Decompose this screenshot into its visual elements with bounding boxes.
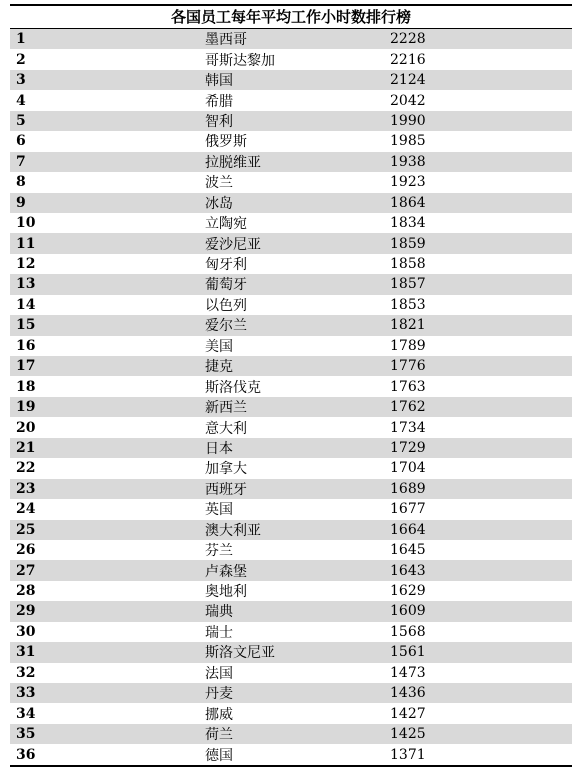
country-cell: 希腊 [205,93,233,110]
rank-cell: 31 [16,644,36,661]
rank-cell: 19 [16,399,36,416]
country-cell: 冰岛 [205,195,233,212]
rank-cell: 25 [16,521,36,538]
country-cell: 葡萄牙 [205,277,247,294]
country-cell: 以色列 [205,297,247,314]
country-cell: 立陶宛 [205,216,247,233]
hours-cell: 1734 [390,419,426,436]
rank-cell: 22 [16,460,36,477]
rank-cell: 15 [16,317,36,334]
table-row [10,90,572,110]
rank-cell: 29 [16,603,36,620]
hours-cell: 1985 [390,133,426,150]
table-row [10,213,572,233]
hours-cell: 1821 [390,317,426,334]
rank-cell: 4 [16,92,26,109]
rank-cell: 16 [16,337,36,354]
table-body [10,29,572,765]
table-row [10,315,572,335]
country-cell: 澳大利亚 [205,522,261,539]
country-cell: 爱沙尼亚 [205,236,261,253]
rank-cell: 35 [16,726,36,743]
hours-cell: 1371 [390,746,426,763]
country-cell: 捷克 [205,359,233,376]
table-row [10,520,572,540]
rank-cell: 33 [16,685,36,702]
rank-cell: 11 [16,235,36,252]
table-row [10,376,572,396]
table-row [10,540,572,560]
country-cell: 西班牙 [205,481,247,498]
country-cell: 加拿大 [205,461,247,478]
table-row [10,663,572,683]
table-row [10,336,572,356]
hours-cell: 1425 [390,726,426,743]
table-row [10,233,572,253]
table-row [10,479,572,499]
hours-cell: 1473 [390,664,426,681]
table-row [10,295,572,315]
table-bottom-rule [10,765,572,767]
country-cell: 奥地利 [205,584,247,601]
table-row [10,111,572,131]
rank-cell: 32 [16,664,36,681]
rank-cell: 28 [16,583,36,600]
rank-cell: 17 [16,358,36,375]
country-cell: 拉脱维亚 [205,154,261,171]
hours-cell: 1427 [390,705,426,722]
country-cell: 法国 [205,665,233,682]
table-row [10,438,572,458]
country-cell: 斯洛伐克 [205,379,261,396]
rank-cell: 20 [16,419,36,436]
hours-cell: 1853 [390,296,426,313]
rank-cell: 18 [16,378,36,395]
table-row [10,458,572,478]
table-row [10,601,572,621]
table-row [10,254,572,274]
hours-cell: 1677 [390,501,426,518]
hours-cell: 1763 [390,378,426,395]
rank-cell: 5 [16,112,26,129]
hours-cell: 1729 [390,439,426,456]
table-row [10,703,572,723]
table-row [10,397,572,417]
table-row [10,49,572,69]
table-row [10,581,572,601]
country-cell: 哥斯达黎加 [205,52,275,69]
rank-cell: 12 [16,256,36,273]
table-row [10,152,572,172]
rank-cell: 23 [16,480,36,497]
country-cell: 斯洛文尼亚 [205,645,275,662]
table-row [10,417,572,437]
country-cell: 韩国 [205,73,233,90]
table-title: 各国员工每年平均工作小时数排行榜 [10,4,572,29]
hours-cell: 1789 [390,337,426,354]
country-cell: 爱尔兰 [205,318,247,335]
hours-cell: 1609 [390,603,426,620]
rank-cell: 7 [16,153,26,170]
country-cell: 波兰 [205,175,233,192]
country-cell: 俄罗斯 [205,134,247,151]
rank-cell: 36 [16,746,36,763]
country-cell: 卢森堡 [205,563,247,580]
hours-cell: 2216 [390,51,426,68]
rank-cell: 3 [16,72,26,89]
hours-cell: 1834 [390,215,426,232]
hours-cell: 1561 [390,644,426,661]
country-cell: 芬兰 [205,543,233,560]
rank-cell: 27 [16,562,36,579]
hours-cell: 2042 [390,92,426,109]
hours-cell: 1990 [390,112,426,129]
table-row [10,29,572,49]
country-cell: 意大利 [205,420,247,437]
table-row [10,131,572,151]
hours-cell: 1864 [390,194,426,211]
table-row [10,683,572,703]
rank-cell: 2 [16,51,26,68]
hours-cell: 1568 [390,623,426,640]
table-row [10,356,572,376]
hours-cell: 2228 [390,31,426,48]
country-cell: 美国 [205,338,233,355]
hours-cell: 1762 [390,399,426,416]
rank-cell: 14 [16,296,36,313]
rank-cell: 21 [16,439,36,456]
hours-cell: 1689 [390,480,426,497]
rank-cell: 10 [16,215,36,232]
ranking-table [10,4,572,767]
rank-cell: 30 [16,623,36,640]
rank-cell: 1 [16,31,26,48]
country-cell: 丹麦 [205,686,233,703]
table-row [10,274,572,294]
table-row [10,622,572,642]
table-row [10,499,572,519]
country-cell: 德国 [205,747,233,764]
country-cell: 新西兰 [205,400,247,417]
country-cell: 墨西哥 [205,32,247,49]
country-cell: 瑞士 [205,624,233,641]
rank-cell: 26 [16,542,36,559]
rank-cell: 8 [16,174,26,191]
country-cell: 匈牙利 [205,257,247,274]
rank-cell: 6 [16,133,26,150]
country-cell: 荷兰 [205,727,233,744]
rank-cell: 9 [16,194,26,211]
hours-cell: 1643 [390,562,426,579]
table-row [10,744,572,764]
country-cell: 日本 [205,440,233,457]
hours-cell: 1857 [390,276,426,293]
hours-cell: 1923 [390,174,426,191]
hours-cell: 1664 [390,521,426,538]
hours-cell: 1436 [390,685,426,702]
hours-cell: 1776 [390,358,426,375]
rank-cell: 24 [16,501,36,518]
hours-cell: 1859 [390,235,426,252]
country-cell: 英国 [205,502,233,519]
table-row [10,70,572,90]
hours-cell: 1704 [390,460,426,477]
country-cell: 瑞典 [205,604,233,621]
table-row [10,560,572,580]
country-cell: 挪威 [205,706,233,723]
table-row [10,724,572,744]
hours-cell: 1629 [390,583,426,600]
hours-cell: 1645 [390,542,426,559]
table-row [10,642,572,662]
country-cell: 智利 [205,113,233,130]
rank-cell: 34 [16,705,36,722]
table-row [10,172,572,192]
hours-cell: 1858 [390,256,426,273]
hours-cell: 1938 [390,153,426,170]
table-row [10,193,572,213]
rank-cell: 13 [16,276,36,293]
hours-cell: 2124 [390,72,426,89]
